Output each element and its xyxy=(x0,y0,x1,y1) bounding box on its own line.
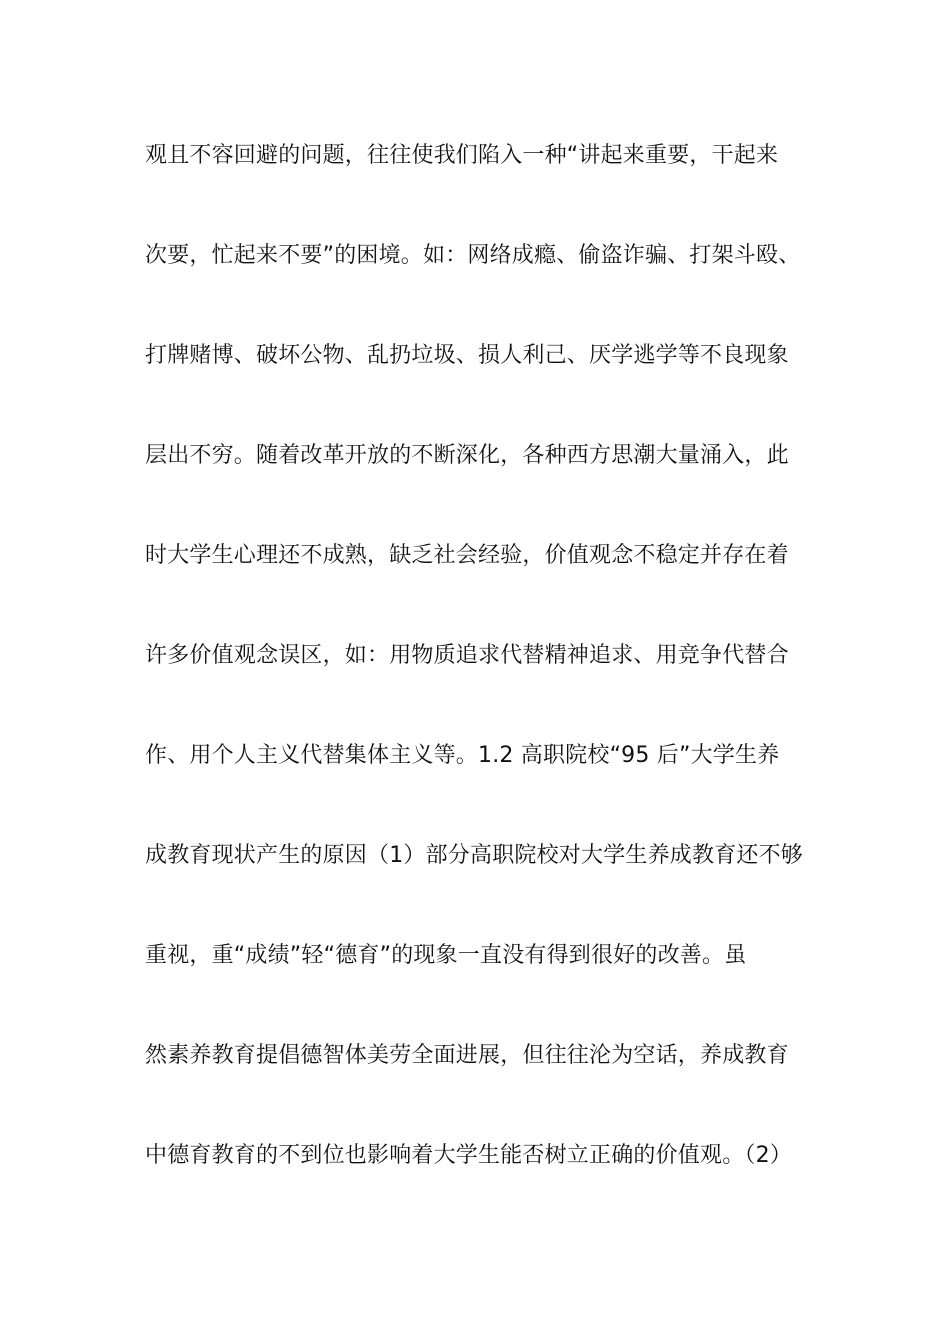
text-line: 时大学生心理还不成熟，缺乏社会经验，价值观念不稳定并存在着 xyxy=(145,543,789,568)
text-line: 层出不穷。随着改革开放的不断深化，各种西方思潮大量涌入，此 xyxy=(145,443,789,468)
text-line: 然素养教育提倡德智体美劳全面进展，但往往沦为空话，养成教育 xyxy=(145,1043,789,1068)
text-line: 次要，忙起来不要”的困境。如：网络成瘾、偷盗诈骗、打架斗殴、 xyxy=(145,243,801,268)
text-line: 作、用个人主义代替集体主义等。1.2 高职院校“95 后”大学生养 xyxy=(145,743,780,768)
text-line: 中德育教育的不到位也影响着大学生能否树立正确的价值观。（2） xyxy=(145,1143,792,1168)
text-line: 打牌赌博、破坏公物、乱扔垃圾、损人利己、厌学逃学等不良现象 xyxy=(145,343,789,368)
text-line: 观且不容回避的问题，往往使我们陷入一种“讲起来重要，干起来 xyxy=(145,143,779,168)
text-line: 许多价值观念误区，如：用物质追求代替精神追求、用竞争代替合 xyxy=(145,643,789,668)
text-line: 成教育现状产生的原因（1）部分高职院校对大学生养成教育还不够 xyxy=(145,843,803,868)
body-text xyxy=(145,136,825,1236)
text-line: 重视，重“成绩”轻“德育”的现象一直没有得到很好的改善。虽 xyxy=(145,943,747,968)
